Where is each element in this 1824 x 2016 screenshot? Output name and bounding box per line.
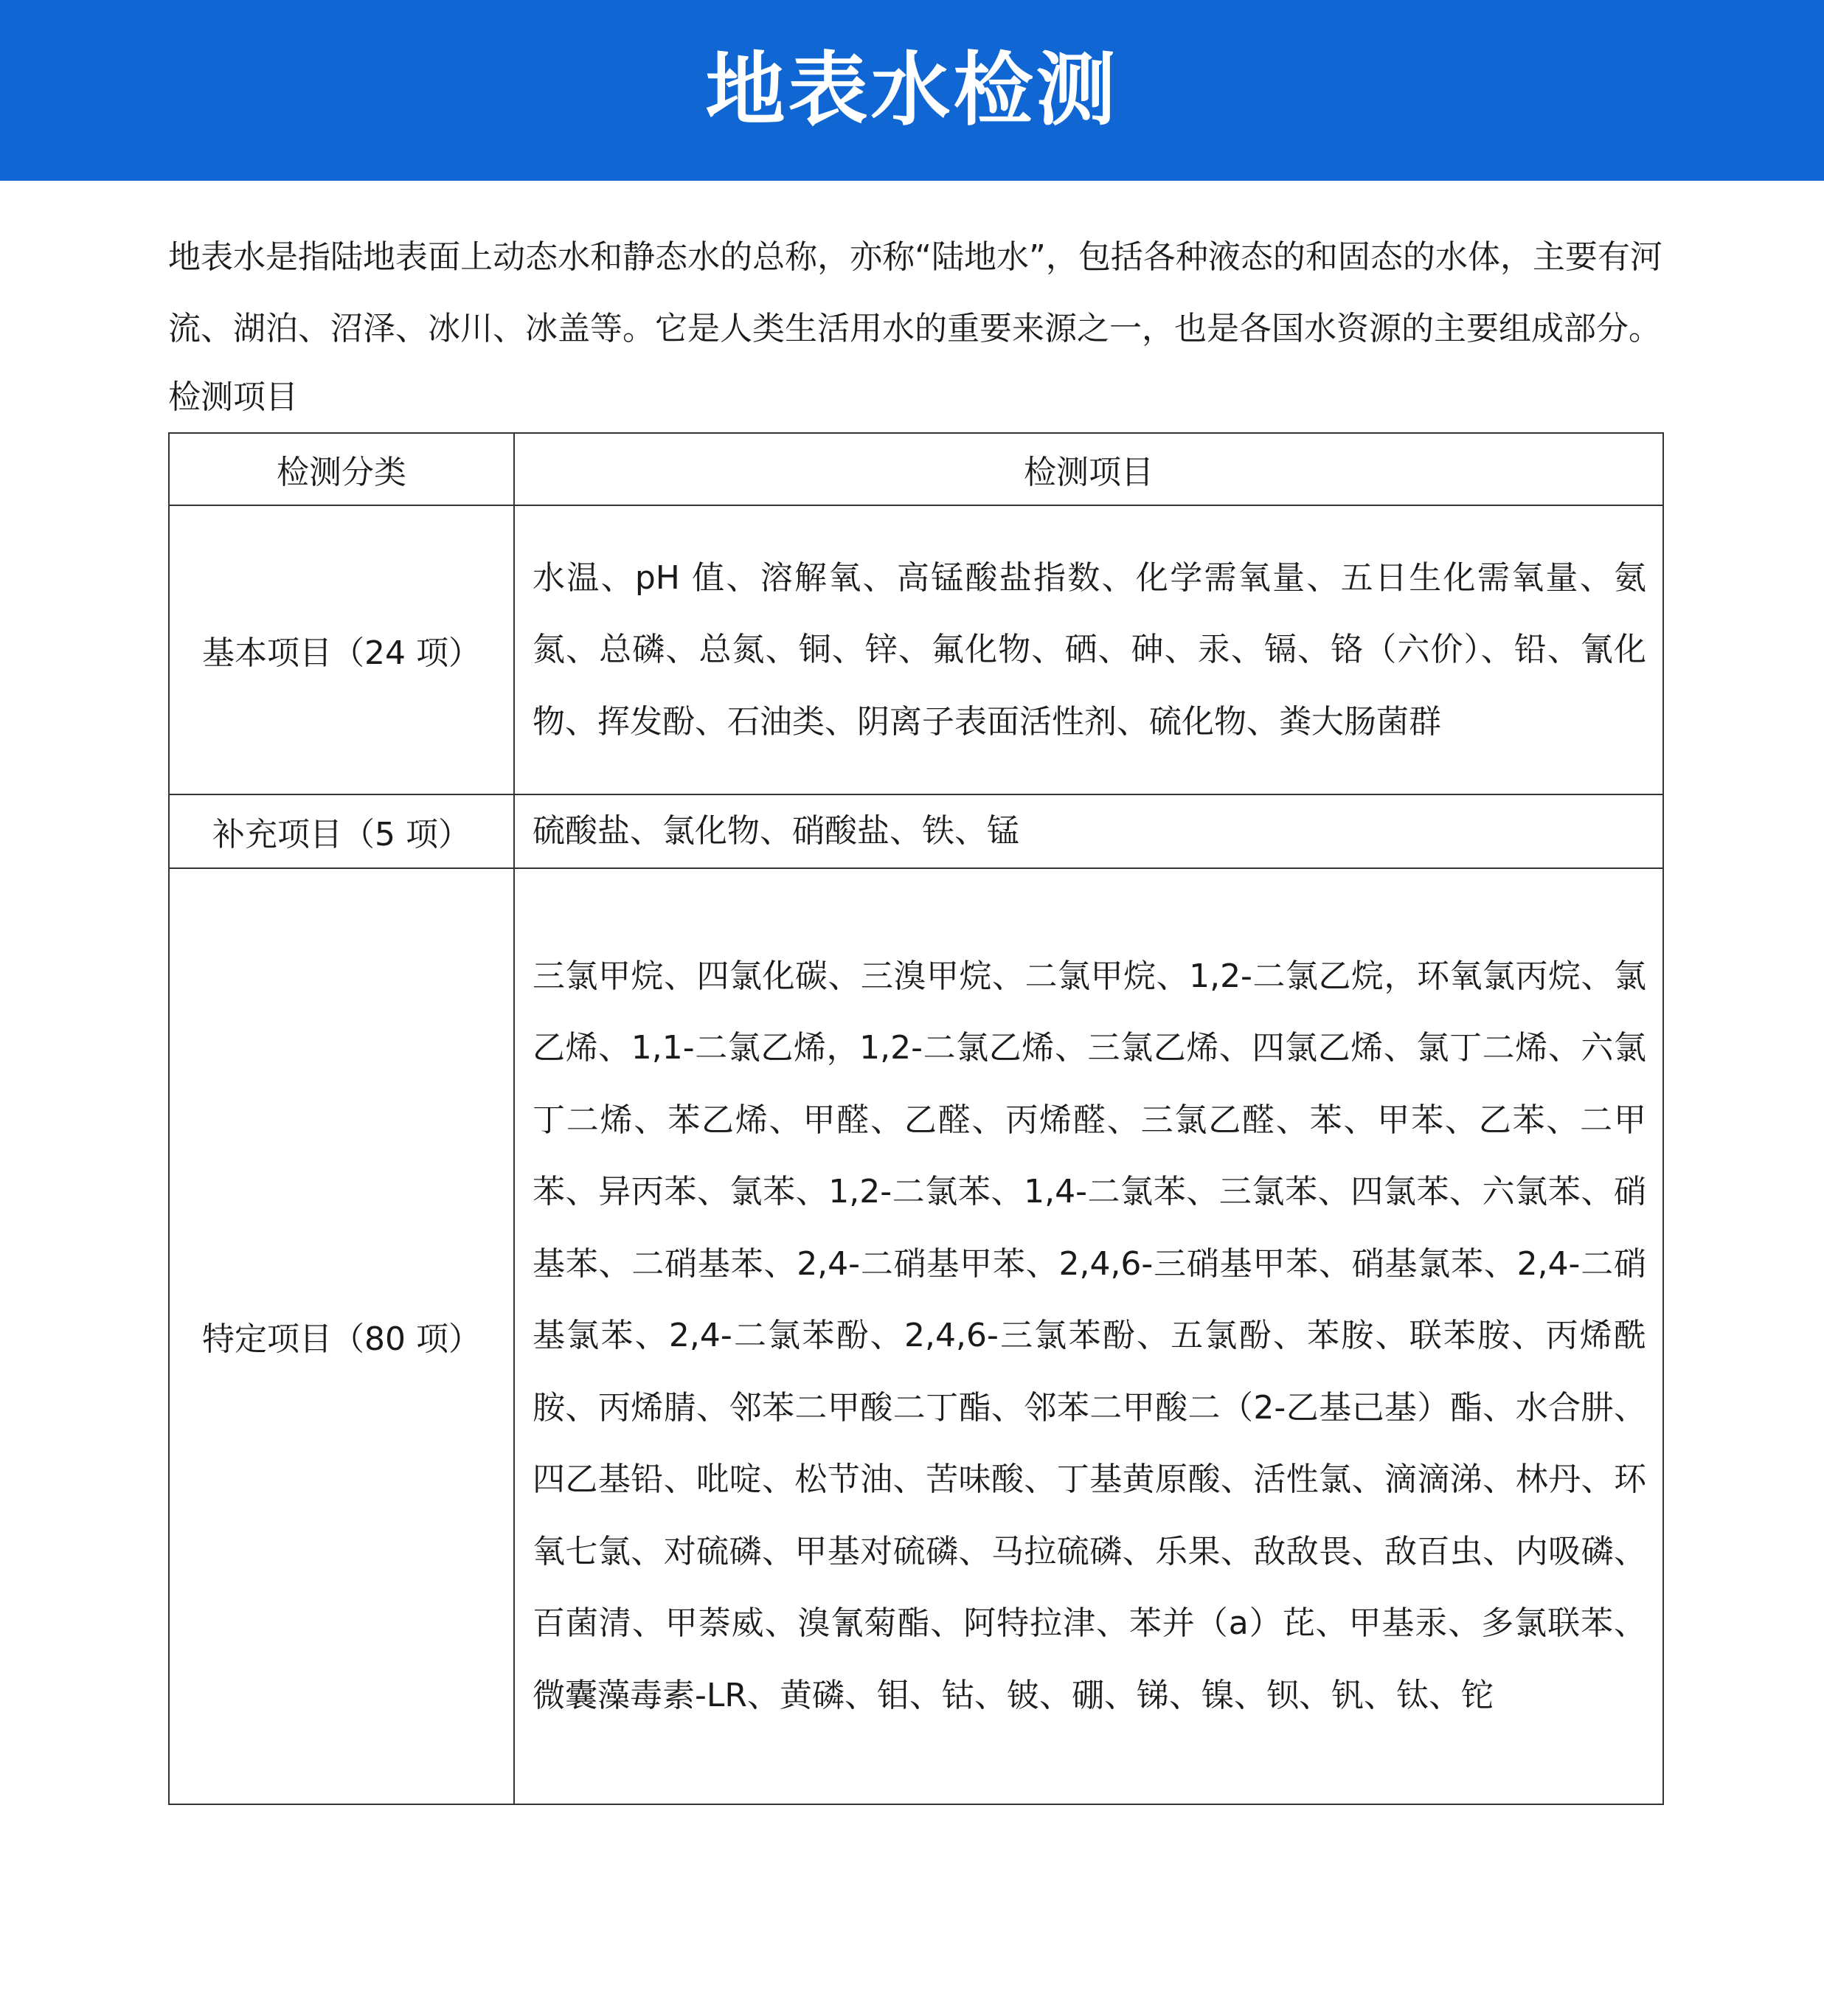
table-row: [169, 868, 1663, 1804]
table-row: [169, 505, 1663, 794]
page-title: 地表水检测: [705, 44, 1119, 136]
category-cell: 基本项目（24 项）: [169, 505, 514, 794]
header-banner: [0, 0, 1824, 181]
table-header-row: [169, 433, 1663, 505]
items-cell: 三氯甲烷、四氯化碳、三溴甲烷、二氯甲烷、1,2-二氯乙烷，环氧氯丙烷、氯乙烯、1,1-二氯乙烯，1,2-二氯乙烯、三氯乙烯、四氯乙烯、氯丁二烯、六氯丁二烯、苯乙烯、甲醛、乙醛、丙烯醛、三氯乙醛、苯、甲苯、乙苯、二甲苯、异丙苯、氯苯、1,2-二氯苯、1,4-二氯苯、三氯苯、四氯苯、六氯苯、硝基苯、二硝基苯、2,4-二硝基甲苯、2,4,6-三硝基甲苯、硝基氯苯、2,4-二硝基氯苯、2,4-二氯苯酚、2,4,6-三氯苯酚、五氯酚、苯胺、联苯胺、丙烯酰胺、丙烯腈、邻苯二甲酸二丁酯、邻苯二甲酸二（2-乙基己基）酯、水合肼、四乙基铅、吡啶、松节油、苦味酸、丁基黄原酸、活性氯、滴滴涕、林丹、环氧七氯、对硫磷、甲基对硫磷、马拉硫磷、乐果、敌敌畏、敌百虫、内吸磷、百菌清、甲萘威、溴氰菊酯、阿特拉津、苯并（a）芘、甲基汞、多氯联苯、微囊藻毒素-LR、黄磷、钼、钴、铍、硼、锑、镍、钡、钒、钛、铊: [514, 868, 1663, 1804]
category-cell: 特定项目（80 项）: [169, 868, 514, 1804]
intro-paragraph: 地表水是指陆地表面上动态水和静态水的总称，亦称“陆地水”，包括各种液态的和固态的水体，主要有河流、湖泊、沼泽、冰川、冰盖等。它是人类生活用水的重要来源之一，也是各国水资源的主要组成部分。: [168, 238, 1662, 347]
header-category: 检测分类: [169, 433, 514, 505]
items-cell: 硫酸盐、氯化物、硝酸盐、铁、锰: [514, 794, 1663, 868]
table-row: [169, 794, 1663, 868]
items-cell: 水温、pH 值、溶解氧、高锰酸盐指数、化学需氧量、五日生化需氧量、氨氮、总磷、总氮、铜、锌、氟化物、硒、砷、汞、镉、铬（六价）、铅、氰化物、挥发酚、石油类、阴离子表面活性剂、硫化物、粪大肠菌群: [514, 505, 1663, 794]
section-label: 检测项目: [168, 378, 298, 416]
main-content: [168, 221, 1662, 1805]
category-cell: 补充项目（5 项）: [169, 794, 514, 868]
header-items: 检测项目: [514, 433, 1663, 505]
items-table: [168, 432, 1664, 1805]
